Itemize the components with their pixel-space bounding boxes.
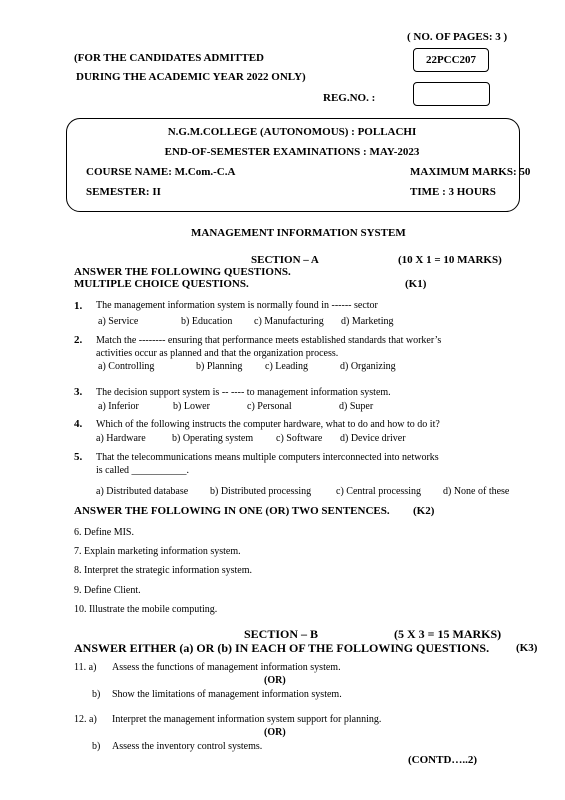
option: c) Software bbox=[276, 433, 323, 444]
question-number: 3. bbox=[74, 386, 83, 398]
option: d) Device driver bbox=[340, 433, 406, 444]
question-text: The management information system is normally found in ------ sector bbox=[96, 300, 378, 311]
or-separator: (OR) bbox=[264, 727, 286, 738]
question-text: That the telecommunications means multiple computers interconnected into networks bbox=[96, 452, 439, 463]
question-number: b) bbox=[92, 689, 101, 700]
option: b) Distributed processing bbox=[210, 486, 312, 497]
continued-note: (CONTD…..2) bbox=[408, 754, 478, 766]
or-separator: (OR) bbox=[264, 675, 286, 686]
question-text: Match the -------- ensuring that performance meets established standards that worker’s bbox=[96, 335, 442, 346]
option: a) Service bbox=[98, 316, 139, 327]
pages-count: ( NO. OF PAGES: 3 ) bbox=[407, 31, 508, 43]
paper-code-box bbox=[413, 48, 489, 72]
short-question: 8. Interpret the strategic information system. bbox=[74, 565, 253, 576]
college-name: N.G.M.COLLEGE (AUTONOMOUS) : POLLACHI bbox=[167, 126, 417, 138]
option: a) Hardware bbox=[96, 433, 146, 444]
option: c) Manufacturing bbox=[254, 316, 324, 327]
option: d) Organizing bbox=[340, 361, 396, 372]
subject-title: MANAGEMENT INFORMATION SYSTEM bbox=[191, 227, 406, 239]
short-question: 7. Explain marketing information system. bbox=[74, 546, 241, 557]
question-number: b) bbox=[92, 741, 101, 752]
question-text: Assess the inventory control systems. bbox=[112, 741, 263, 752]
option: d) Marketing bbox=[341, 316, 394, 327]
mcq-instruction: MULTIPLE CHOICE QUESTIONS. bbox=[74, 278, 249, 290]
option: b) Lower bbox=[173, 401, 210, 412]
question-text-cont: activities occur as planned and that the organization process. bbox=[96, 348, 339, 359]
question-number: 11. a) bbox=[74, 662, 97, 673]
question-number: 2. bbox=[74, 334, 83, 346]
option: a) Inferior bbox=[98, 401, 139, 412]
short-question: 6. Define MIS. bbox=[74, 527, 134, 538]
maximum-marks: MAXIMUM MARKS: 50 bbox=[410, 166, 531, 178]
option: d) Super bbox=[339, 401, 374, 412]
question-number: 12. a) bbox=[74, 714, 97, 725]
section-b-instruction: ANSWER EITHER (a) OR (b) IN EACH OF THE FOLLOWING QUESTIONS. bbox=[74, 641, 490, 655]
reg-no-box bbox=[413, 82, 490, 106]
section-b-marks: (5 X 3 = 15 MARKS) bbox=[394, 627, 502, 641]
question-text: Show the limitations of management information system. bbox=[112, 689, 342, 700]
option: c) Central processing bbox=[336, 486, 421, 497]
option: c) Leading bbox=[265, 361, 309, 372]
k2-level: (K2) bbox=[413, 505, 435, 517]
question-number: 5. bbox=[74, 451, 83, 463]
section-b-title: SECTION – B bbox=[244, 627, 319, 641]
question-number: 1. bbox=[74, 300, 83, 312]
candidates-note-line2: DURING THE ACADEMIC YEAR 2022 ONLY) bbox=[76, 71, 306, 83]
exam-title: END-OF-SEMESTER EXAMINATIONS : MAY-2023 bbox=[164, 146, 420, 158]
question-text: The decision support system is -- ---- to management information system. bbox=[96, 387, 391, 398]
candidates-note-line1: (FOR THE CANDIDATES ADMITTED bbox=[74, 52, 264, 64]
option: d) None of these bbox=[443, 486, 510, 497]
question-text: Interpret the management information system support for planning. bbox=[112, 714, 382, 725]
course-name: COURSE NAME: M.Com.-C.A bbox=[86, 166, 236, 178]
question-number: 4. bbox=[74, 418, 83, 430]
paper-code: 22PCC207 bbox=[425, 54, 477, 66]
option: b) Operating system bbox=[172, 433, 254, 444]
option: c) Personal bbox=[247, 401, 292, 412]
option: b) Planning bbox=[196, 361, 243, 372]
question-text-cont: is called ___________. bbox=[96, 465, 190, 476]
option: a) Controlling bbox=[98, 361, 155, 372]
section-a-instruction: ANSWER THE FOLLOWING QUESTIONS. bbox=[74, 266, 291, 278]
option: a) Distributed database bbox=[96, 486, 189, 497]
semester: SEMESTER: II bbox=[86, 186, 161, 198]
k1-level: (K1) bbox=[405, 278, 427, 290]
section-a-marks: (10 X 1 = 10 MARKS) bbox=[398, 254, 502, 266]
reg-no-label: REG.NO. : bbox=[323, 92, 376, 104]
short-question: 9. Define Client. bbox=[74, 585, 141, 596]
question-text: Assess the functions of management information system. bbox=[112, 662, 341, 673]
section-a-title: SECTION – A bbox=[251, 254, 319, 266]
question-text: Which of the following instructs the computer hardware, what to do and how to do it? bbox=[96, 419, 440, 430]
k3-level: (K3) bbox=[516, 642, 538, 654]
short-question: 10. Illustrate the mobile computing. bbox=[74, 604, 218, 615]
short-answer-instruction: ANSWER THE FOLLOWING IN ONE (OR) TWO SENTENCES. bbox=[74, 505, 390, 517]
time: TIME : 3 HOURS bbox=[410, 186, 496, 198]
option: b) Education bbox=[181, 316, 233, 327]
